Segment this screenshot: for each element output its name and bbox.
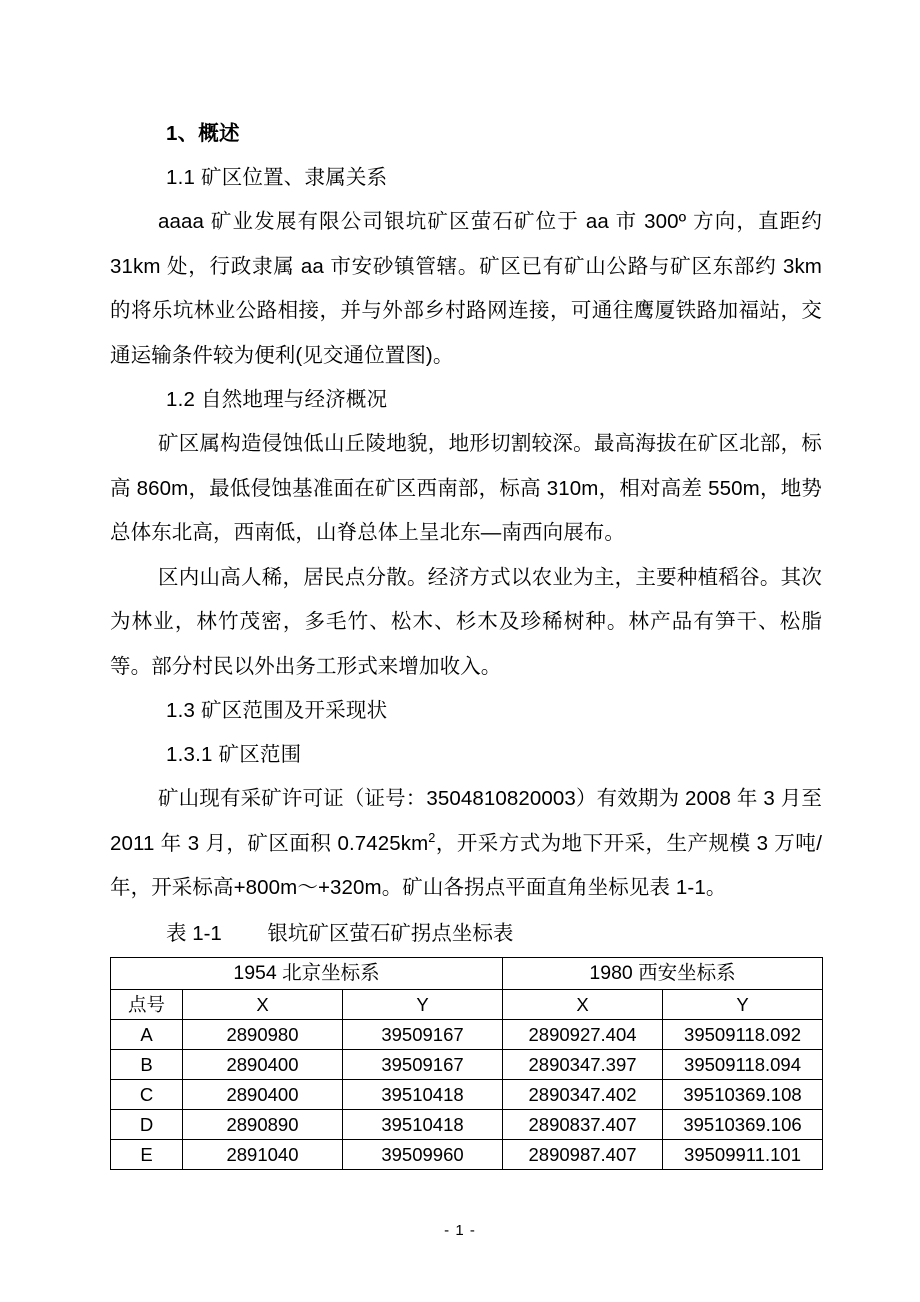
cell-beijing-y: 39510418 xyxy=(343,1079,503,1109)
license-text-part-1: 矿山现有采矿许可证（证号：3504810820003）有效期为 2008 年 3 月至 2011 年 3 月，矿区面积 0.7425km xyxy=(110,787,822,855)
cell-xian-y: 39510369.108 xyxy=(663,1079,823,1109)
column-header-beijing-y: Y xyxy=(343,989,503,1019)
paragraph-economy: 区内山高人稀，居民点分散。经济方式以农业为主，主要种植稻谷。其次为林业，林竹茂密，多毛竹、松木、杉木及珍稀树种。林产品有笋干、松脂等。部分村民以外出务工形式来增加收入。 xyxy=(110,565,822,678)
paragraph-location-description: aaaa 矿业发展有限公司银坑矿区萤石矿位于 aa 市 300º 方向，直距约 31km 处，行政隶属 aa 市安砂镇管辖。矿区已有矿山公路与矿区东部约 3km 的将乐坑林业公路相接，并与外部乡村路网连接，可通往鹰厦铁路加福站，交通运输条件较为便利(见交通位置图)。 xyxy=(110,210,822,367)
page-footer: - 1 - xyxy=(444,1222,476,1239)
cell-xian-y: 39509911.101 xyxy=(663,1139,823,1169)
paragraph-topography: 矿区属构造侵蚀低山丘陵地貌，地形切割较深。最高海拔在矿区北部，标高 860m，最低侵蚀基准面在矿区西南部，标高 310m，相对高差 550m，地势总体东北高，西南低，山脊总体上呈北东—南西向展布。 xyxy=(110,432,822,544)
cell-xian-x: 2890347.402 xyxy=(503,1079,663,1109)
cell-point-id: E xyxy=(111,1139,183,1169)
cell-point-id: B xyxy=(111,1049,183,1079)
cell-beijing-x: 2890400 xyxy=(183,1049,343,1079)
square-unit-superscript: 2 xyxy=(428,829,436,845)
cell-beijing-x: 2891040 xyxy=(183,1139,343,1169)
column-header-point-id: 点号 xyxy=(111,989,183,1019)
heading-1-1-location: 1.1 矿区位置、隶属关系 xyxy=(166,166,388,189)
column-header-xian-x: X xyxy=(503,989,663,1019)
cell-xian-y: 39509118.092 xyxy=(663,1019,823,1049)
cell-xian-x: 2890837.407 xyxy=(503,1109,663,1139)
cell-point-id: A xyxy=(111,1019,183,1049)
paragraph-mining-license xyxy=(110,777,822,911)
heading-1-2-geography: 1.2 自然地理与经济概况 xyxy=(166,388,388,411)
cell-xian-x: 2890987.407 xyxy=(503,1139,663,1169)
table-body xyxy=(111,1019,823,1169)
table-head xyxy=(111,957,823,1019)
cell-xian-x: 2890927.404 xyxy=(503,1019,663,1049)
group-header-beijing-1954: 1954 北京坐标系 xyxy=(111,957,503,989)
table-row xyxy=(111,1079,823,1109)
cell-beijing-y: 39509167 xyxy=(343,1019,503,1049)
cell-beijing-y: 39509960 xyxy=(343,1139,503,1169)
table-column-header-row xyxy=(111,989,823,1019)
table-caption: 表 1-1 银坑矿区萤石矿拐点坐标表 xyxy=(166,921,514,945)
cell-beijing-x: 2890400 xyxy=(183,1079,343,1109)
license-text-part-2: ，开采方式为地下开采，生产规模 3 万吨/年，开采标高+800m～+320m。矿山各拐点平面直角坐标见表 1-1。 xyxy=(110,831,822,899)
document-body xyxy=(110,112,822,1170)
table-row xyxy=(111,1109,823,1139)
table-group-header-row xyxy=(111,957,823,989)
cell-beijing-x: 2890890 xyxy=(183,1109,343,1139)
heading-1-overview: 1、概述 xyxy=(166,122,240,145)
heading-1-3-1-mine-range: 1.3.1 矿区范围 xyxy=(166,743,302,766)
table-row xyxy=(111,1019,823,1049)
cell-beijing-y: 39510418 xyxy=(343,1109,503,1139)
table-row xyxy=(111,1139,823,1169)
cell-xian-y: 39510369.106 xyxy=(663,1109,823,1139)
column-header-beijing-x: X xyxy=(183,989,343,1019)
cell-xian-y: 39509118.094 xyxy=(663,1049,823,1079)
cell-beijing-y: 39509167 xyxy=(343,1049,503,1079)
table-row xyxy=(111,1049,823,1079)
cell-point-id: D xyxy=(111,1109,183,1139)
group-header-xian-1980: 1980 西安坐标系 xyxy=(503,957,823,989)
cell-beijing-x: 2890980 xyxy=(183,1019,343,1049)
cell-point-id: C xyxy=(111,1079,183,1109)
cell-xian-x: 2890347.397 xyxy=(503,1049,663,1079)
coordinates-table xyxy=(110,957,823,1170)
heading-1-3-mine-scope: 1.3 矿区范围及开采现状 xyxy=(166,699,388,722)
column-header-xian-y: Y xyxy=(663,989,823,1019)
